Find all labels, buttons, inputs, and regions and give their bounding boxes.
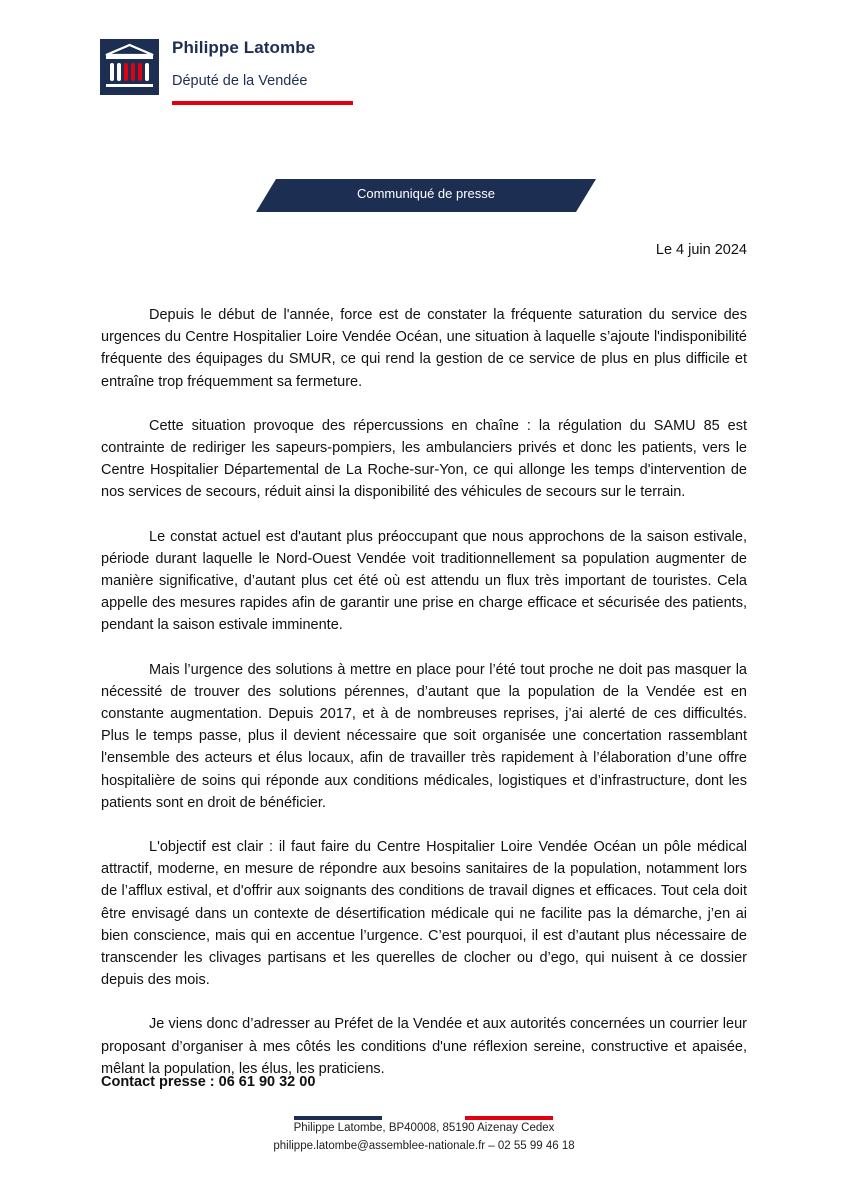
date: Le 4 juin 2024 <box>655 242 747 258</box>
footer-contact-line: philippe.latombe@assemblee-nationale.fr – 02 55 99 46 18 <box>273 1140 575 1152</box>
paragraph: Cette situation provoque des répercussions en chaîne : la régulation du SAMU 85 est contrainte de rediriger les sapeurs-pompiers, les ambulanciers privés et donc les patients, vers le Centre Hospitalier Départemental de La Roche-sur-Yon, ce qui allonge les temps d'intervention de nos services de secours, réduit ainsi la disponibilité des véhicules de secours sur le terrain. <box>101 417 747 501</box>
footer-red-divider <box>465 1116 553 1120</box>
deputy-title: Député de la Vendée <box>172 73 308 89</box>
footer-address: Philippe Latombe, BP40008, 85190 Aizenay Cedex <box>293 1122 555 1134</box>
footer-blue-divider <box>294 1116 382 1120</box>
paragraph: Je viens donc d’adresser au Préfet de la Vendée et aux autorités concernées un courrier leur proposant d’organiser à mes côtés les conditions d'une réflexion sereine, constructive et apaisée, mêlant la population, les élus, les praticiens. <box>101 1016 747 1077</box>
paragraph: Mais l’urgence des solutions à mettre en place pour l’été tout proche ne doit pas masquer la nécessité de trouver des solutions pérennes, d’autant que la population de la Vendée est en constante augmentation. Depuis 2017, et à de nombreuses reprises, j’ai alerté de ces difficultés. Plus le temps passe, plus il devient nécessaire que soit organisée une concertation rassemblant l'ensemble des acteurs et élus locaux, afin de travailler très rapidement à l’élaboration d’une offre hospitalière de soins qui réponde aux conditions médicales, logistiques et d’infrastructure, dont les patients sont en droit de bénéficier. <box>101 661 747 811</box>
paragraph: Le constat actuel est d'autant plus préoccupant que nous approchons de la saison estivale, période durant laquelle le Nord-Ouest Vendée voit traditionnellement sa population augmenter de manière significative, d’autant plus cet été où est attendu un flux très important de touristes. Cela appelle des mesures rapides afin de garantir une prise en charge efficace et sécurisée des patients, pendant la saison estivale imminente. <box>101 528 747 634</box>
press-contact: Contact presse : 06 61 90 32 00 <box>101 1074 316 1090</box>
assemblee-nationale-logo-icon <box>100 39 159 95</box>
banner-label: Communiqué de presse <box>356 186 496 201</box>
deputy-name: Philippe Latombe <box>172 38 316 57</box>
press-release-banner <box>256 179 596 212</box>
paragraph: Depuis le début de l'année, force est de constater la fréquente saturation du service des urgences du Centre Hospitalier Loire Vendée Océan, une situation à laquelle s’ajoute l'indisponibilité fréquente des équipages du SMUR, ce qui rend la gestion de ce service de plus en plus difficile et entraîne trop fréquemment sa fermeture. <box>101 307 747 390</box>
header-red-divider <box>172 101 353 105</box>
paragraph: L'objectif est clair : il faut faire du Centre Hospitalier Loire Vendée Océan un pôle médical attractif, moderne, en mesure de répondre aux besoins sanitaires de la population, notamment lors de l’afflux estival, et d'offrir aux soignants des conditions de travail dignes et efficaces. Tout cela doit être envisagé dans un contexte de désertification médicale qui ne facilite pas la démarche, j’en ai bien conscience, mais qui en accentue l’urgence. C’est pourquoi, il est d’autant plus nécessaire de transcender les clivages partisans et les querelles de clocher ou d’ego, qui nuisent à ce dossier depuis des mois. <box>101 839 747 989</box>
press-release-body <box>101 304 747 1102</box>
